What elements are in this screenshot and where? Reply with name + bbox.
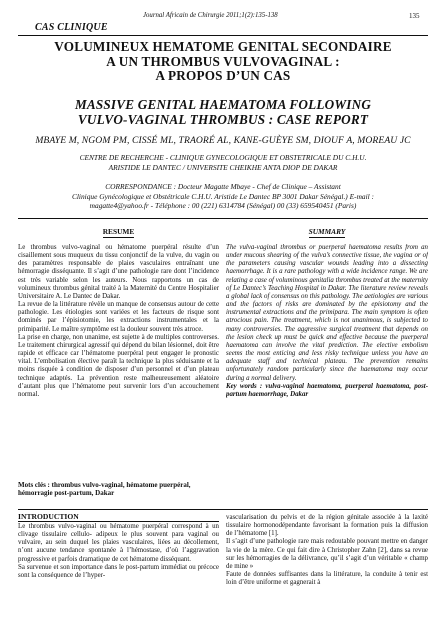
summary-column (226, 244, 428, 506)
correspondence (28, 182, 418, 211)
correspondence-line: Clinique Gynécologique et Obstétricale C.H.U. Aristide Le Dantec BP 3001 Dakar Sénégal.) E-mail : (71, 191, 375, 201)
resume-heading (18, 227, 219, 236)
title-english (18, 98, 428, 127)
summary-paragraph: The vulva-vaginal thrombus or puerperal haematoma results from an under mucous shearing of the vulva’s connective tissue, the vagina or of the parameters causing vascular wounds leading into a dissecting haemorrhage. It is a rare pathology with a wide incidence range. We are relating a case of voluminous genitalia thrombus treated at the maternity of Le Dantec’s Teaching Hospital in Dakar. The literature review reveals a global lack of consensus on this pathology. The aetiologies are various and the factors of risks are dominated by the episiotomy and the instrumental extractions and the primipara. The main symptom is often atrocious pain. The treatment, which is not unanimous, is subjected to many controversies. The aggressive surgical treatment that depends on the lesion check up must be quick and effective because the puerperal haematoma can involve the vital prediction. The elective embolism seems the most enticing and less risky technique unless you have an adequate staff and technical plateau. The prevention remains unfortunately random particularly since the haematoma may occur during a normal delivery. (226, 244, 428, 382)
introduction-paragraph: Il s’agit d’une pathologie rare mais redoutable pouvant mettre en danger la vie de la mère. Ce qui fait dire à Christopher Zahn [2], dans sa revue sur les hémorragies de la délivrance, qu’il s’agit d’un véritable « champ de mine » (226, 538, 428, 570)
introduction-left-column (18, 523, 219, 619)
section-label: CAS CLINIQUE (35, 22, 108, 33)
affiliation-line: CENTRE DE RECHERCHE - CLINIQUE GYNECOLOGIQUE ET OBSTETRICALE DU C.H.U. (79, 153, 367, 162)
summary-heading (226, 227, 428, 236)
introduction-paragraph: Faute de données suffisantes dans la littérature, la conduite à tenir est loin d’être uniforme et gagnerait à (226, 571, 428, 587)
affiliation-line: ARISTIDE LE DANTEC / UNIVERSITE CHEIKHE ANTA DIOP DE DAKAR (108, 162, 338, 172)
introduction-paragraph: Le thrombus vulvo-vaginal ou hématome puerpéral correspond à un clivage tissulaire cellulo- adipeux le plus souvent para vaginal ou vulvaire, au sein duquel les plaies vasculaires, liées au décollement, n’ont aucune tendance spontanée à l’hémostase, d’où l’aggravation progressive et parfois dramatique de cet hématome disséquant. (18, 523, 219, 563)
introduction-heading: INTRODUCTION (18, 512, 79, 521)
title-french-line: A UN THROMBUS VULVOVAGINAL : (106, 53, 340, 69)
journal-reference: Journal Africain de Chirurgie 2011;1(2):135-138 (143, 12, 278, 19)
resume-paragraph: La prise en charge, non unanime, est sujette à de multiples controverses. Le traitement chirurgical agressif qui dépend du bilan lésionnel, doit être rapide et efficace car l’hématome puerpéral peut engager le pronostic vital. L’embolisation élective paraît la technique la plus séduisante et la moins risquée à condition de disposer d’un personnel et d’un plateau technique adaptés. La prévention reste malheureusement aléatoire d’autant plus que l’hématome peut survenir lors d’un accouchement normal. (18, 333, 219, 398)
resume-column (18, 244, 219, 496)
resume-paragraph: La revue de la littérature révèle un manque de consensus autour de cette pathologie. Les étiologies sont variées et les facteurs de risque sont dominés par l’épisiotomie, les extractions instrumentales et la primiparité. Le maître symptôme est la douleur souvent très atroce. (18, 301, 219, 333)
title-french-line: VOLUMINEUX HEMATOME GENITAL SECONDAIRE (54, 39, 392, 54)
introduction-paragraph: vascularisation du pelvis et de la région génitale associée à la laxité tissulaire hormonodépendante favorisant la formation puis la diffusion de l’hématome [1]. (226, 514, 428, 538)
page-number: 135 (409, 12, 420, 20)
introduction-rule (18, 521, 219, 522)
introduction-right-column (226, 514, 428, 620)
correspondence-line: CORRESPONDANCE : Docteur Magatte Mbaye - Chef de Clinique – Assistant (105, 182, 341, 191)
resume-paragraph: Le thrombus vulvo-vaginal ou hématome puerpéral résulte d’un cisaillement sous muqueux du tissu conjonctif de la vulve, du vagin ou des paramètres responsable de plaies vasculaires entraînant une hémorragie disséquante. Il s’agit d’une pathologie rare dont l’incidence est très variable selon les auteurs. Nous rapportons un cas de volumineux thrombus génital traité à la Maternité du Centre Hospitalier Universitaire A. Le Dantec de Dakar. (18, 244, 219, 300)
introduction-paragraph: Sa survenue et son importance dans le post-partum immédiat ou précoce sont la conséquence de l’hyper- (18, 563, 219, 579)
title-french-line: A PROPOS D’UN CAS (155, 68, 291, 83)
resume-heading-text: RESUME (102, 227, 135, 236)
title-english-line: MASSIVE GENITAL HAEMATOMA FOLLOWING (74, 97, 372, 112)
summary-heading-text: SUMMARY (308, 227, 346, 236)
body-rule (18, 509, 428, 510)
title-english-line: VULVO-VAGINAL THROMBUS : CASE REPORT (77, 111, 369, 127)
affiliation (28, 153, 418, 172)
resume-keywords: Mots clés : thrombus vulvo-vaginal, hématome puerpéral, hémorragie post-partum, Dakar (18, 481, 191, 497)
header-rule (18, 35, 428, 36)
correspondence-line: magatte4@yahoo.fr - Téléphone : 00 (221) 6314784 (Sénégal) 00 (33) 659540451 (Paris) (89, 201, 357, 211)
summary-keywords: Key words : vulva-vaginal haematoma, puerperal haematoma, post-partum haemorrhage, Dakar (226, 382, 428, 398)
title-french (18, 40, 428, 84)
authors: MBAYE M, NGOM PM, CISSÉ ML, TRAORÉ AL, KANE-GUÈYE SM, DIOUF A, MOREAU JC (35, 135, 411, 146)
section-rule (18, 218, 428, 219)
